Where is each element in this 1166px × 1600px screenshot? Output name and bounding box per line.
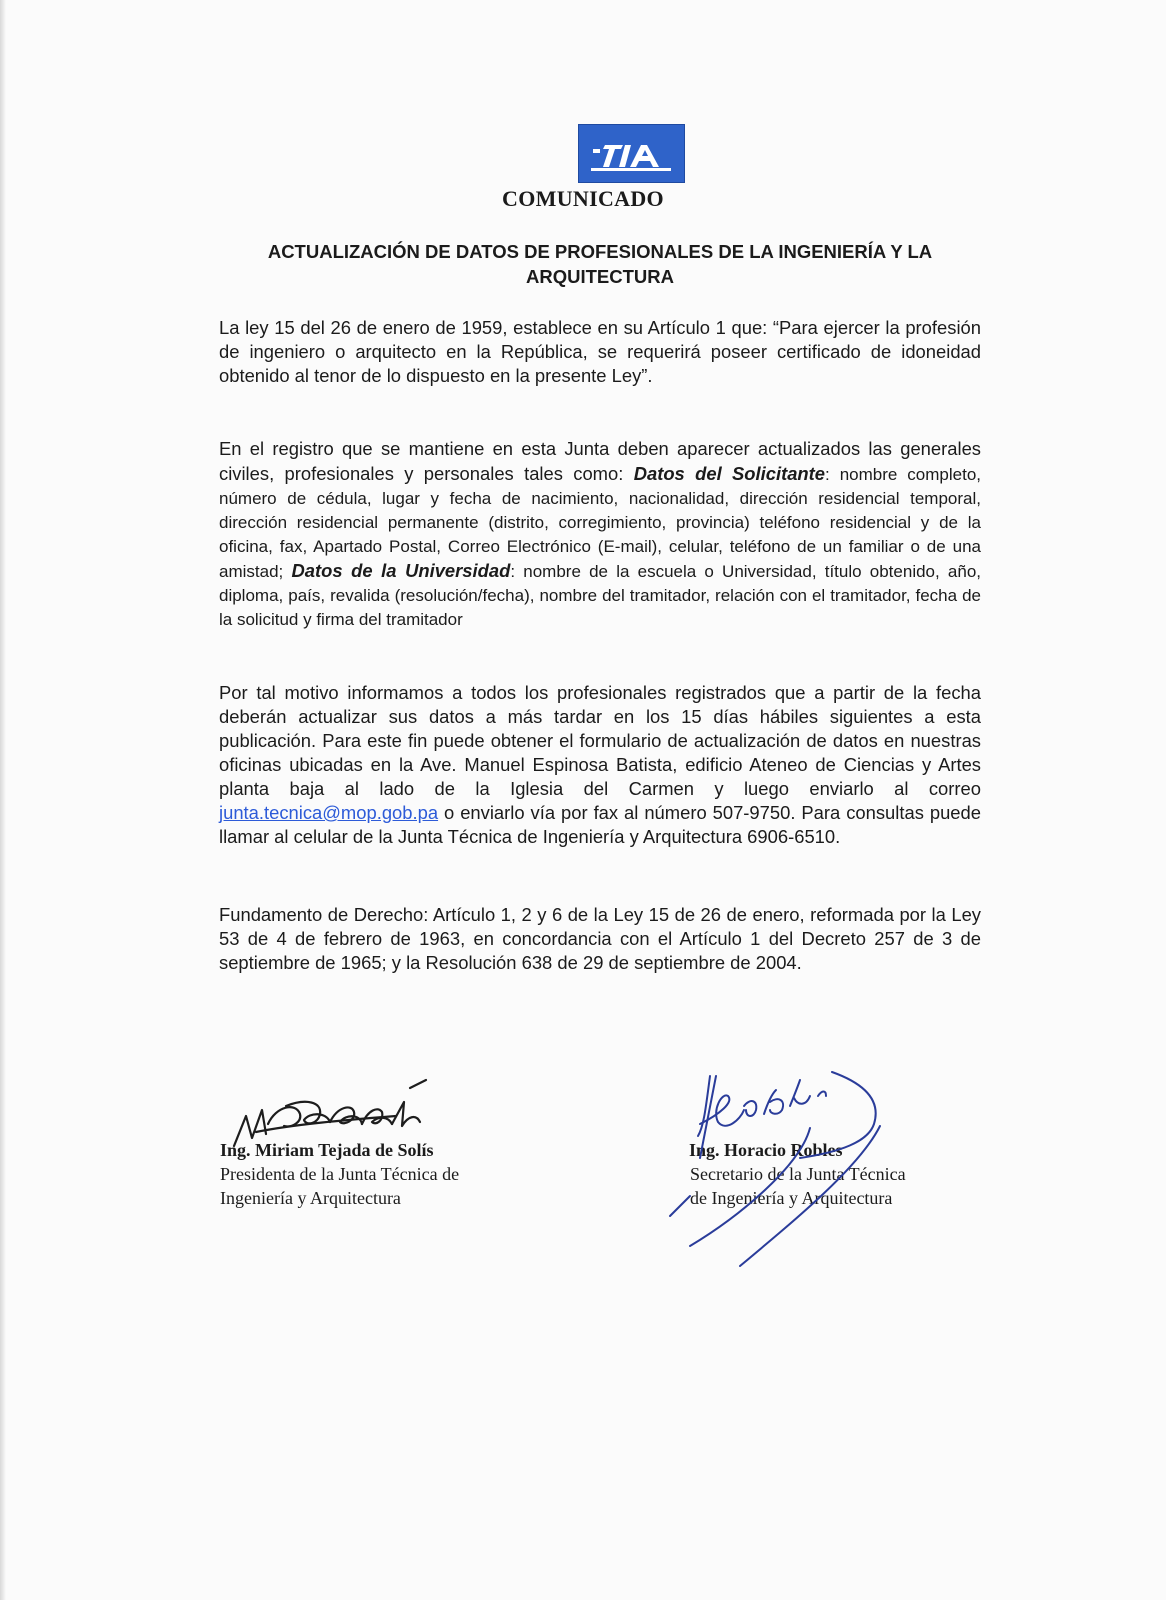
paragraph-2 <box>219 437 981 632</box>
document-title: ACTUALIZACIÓN DE DATOS DE PROFESIONALES DE LA INGENIERÍA Y LA ARQUITECTURA <box>267 241 933 287</box>
paragraph-2-text-2: : nombre de la escuela o Universidad, título obtenido, año, diploma, país, revalida (resolución/fecha), nombre del tramitador, relación con el tramitador, fecha de la solicitud y firma del tramitador <box>219 562 981 629</box>
paragraph-1: La ley 15 del 26 de enero de 1959, establece en su Artículo 1 que: “Para ejercer la profesión de ingeniero o arquitecto en la República, se requerirá poseer certificado de idoneidad obtenido al tenor de lo dispuesto en la presente Ley”. <box>219 317 981 386</box>
paragraph-2-intro: En el registro que se mantiene en esta Junta deben aparecer actualizados las generales civiles, profesionales y personales tales como: <box>219 438 981 484</box>
heading: COMUNICADO <box>502 186 664 211</box>
label-datos-universidad: Datos de la Universidad <box>291 560 511 581</box>
signature-right-image <box>660 1066 940 1276</box>
signature-left-title-1: Presidenta de la Junta Técnica de <box>220 1164 460 1184</box>
signature-right-title-2: de Ingeniería y Arquitectura <box>690 1188 893 1208</box>
signature-left-title-2: Ingeniería y Arquitectura <box>220 1188 401 1208</box>
signature-right-name: Ing. Horacio Robles <box>689 1140 843 1160</box>
page-edge-shadow <box>0 0 6 1600</box>
email-link[interactable]: junta.tecnica@mop.gob.pa <box>219 802 439 823</box>
jtia-logo <box>578 124 685 183</box>
signature-right-title-1: Secretario de la Junta Técnica <box>690 1164 906 1184</box>
paragraph-3-text-b: o enviarlo vía por fax al número 507-9750. Para consultas puede llamar al celular de la Junta Técnica de Ingeniería y Arquitectura 6906-6510. <box>219 802 981 847</box>
paragraph-3-text-a: Por tal motivo informamos a todos los profesionales registrados que a partir de la fecha deberán actualizar sus datos a más tardar en los 15 días hábiles siguientes a esta publicación. Para este fin puede obtener el formulario de actualización de datos en nuestras oficinas ubicadas en la Ave. Manuel Espinosa Batista, edificio Ateneo de Ciencias y Artes planta baja al lado de la Iglesia del Carmen y luego enviarlo al correo <box>219 682 981 799</box>
paragraph-4: Fundamento de Derecho: Artículo 1, 2 y 6 de la Ley 15 de 26 de enero, reformada por la Ley 53 de 4 de febrero de 1963, en concordancia con el Artículo 1 del Decreto 257 de 3 de septiembre de 1965; y la Resolución 638 de 29 de septiembre de 2004. <box>219 904 981 973</box>
paragraph-2-text-1: : nombre completo, número de cédula, lugar y fecha de nacimiento, nacionalidad, dirección residencial temporal, dirección residencial permanente (distrito, corregimiento, provincia) teléfono residencial y de la oficina, fax, Apartado Postal, Correo Electrónico (E-mail), celular, teléfono de un familiar o de una amistad; <box>219 465 981 581</box>
signature-left-name: Ing. Miriam Tejada de Solís <box>220 1140 434 1160</box>
label-datos-solicitante: Datos del Solicitante <box>633 463 826 484</box>
paragraph-3 <box>219 681 981 849</box>
